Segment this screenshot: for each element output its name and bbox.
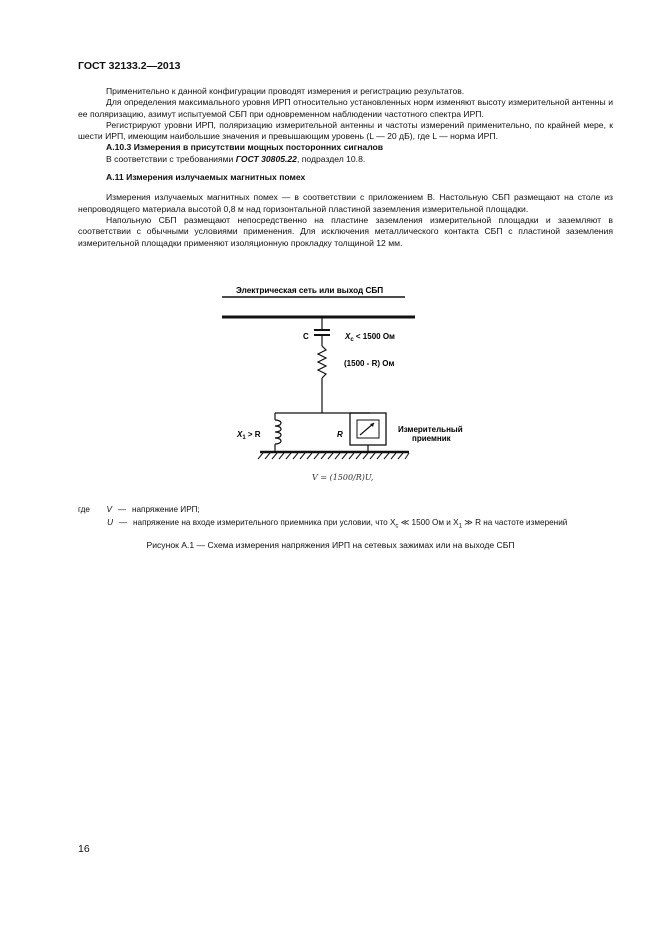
section-a1031-text-pre: В соответствии с требованиями <box>106 153 236 164</box>
receiver-input-r-label: R <box>337 430 343 439</box>
gost-reference: ГОСТ 30805.22 <box>235 153 297 164</box>
section-a1031-text <box>78 154 613 165</box>
receiver-label-1: Измерительный <box>398 425 463 434</box>
paragraph-1: Применительно к данной конфигурации проводят измерения и регистрацию результатов. <box>106 86 465 96</box>
paragraph-2: Для определения максимального уровня ИРП относительно установленных норм изменяют высоту измерительной антенны и ее поляризацию, азимут испытуемой СБП при одновременном наблюдении частотного спектра ИРП. <box>78 97 613 119</box>
legend-row-u: U — напряжение на входе измерительного приемника при условии, что $X_c$ ≪ 1500 Ом и $X_1$ ≫ R на частоте измерений <box>78 516 567 534</box>
body-text-top <box>78 86 613 249</box>
x1-inductor <box>275 420 281 444</box>
legend-v-text: напряжение ИРП; <box>131 505 200 514</box>
series-resistor <box>318 346 326 378</box>
legend-u-text-end: ≫ R на частоте измерений <box>461 518 568 527</box>
legend-v-symbol: V <box>106 505 112 514</box>
paragraph-4: Измерения излучаемых магнитных помех — в соответствии с приложением В. Настольную СБП размещают на столе из непроводящего материала высотой 0,8 м над горизонтальной пластиной заземления измерительной площадки. <box>78 192 613 214</box>
receiver-box <box>350 413 386 445</box>
formula: V = (1500/R)U, <box>312 473 374 482</box>
legend-u-xc-sub: c <box>395 523 399 530</box>
legend-where: где <box>78 505 90 514</box>
measurement-circuit-diagram <box>205 282 495 487</box>
receiver-label-2: приемник <box>412 434 451 443</box>
legend-u-text-mid: ≪ 1500 Ом и X <box>398 518 459 527</box>
legend-row-v: где V — напряжение ИРП; <box>78 505 200 514</box>
legend-u-text: напряжение на входе измерительного приемника при условии, что X <box>133 518 396 527</box>
page-number: 16 <box>78 843 90 855</box>
legend-u-symbol: U <box>107 518 113 527</box>
x1-condition: $X_1 > R$ <box>237 430 261 441</box>
series-resistor-label: (1500 - R) Ом <box>344 359 395 368</box>
capacitor-label: C <box>303 332 309 341</box>
paragraph-5: Напольную СБП размещают непосредственно на пластине заземления измерительной площадки и заземляют в соответствии с обычными условиями применения. Для исключения металлического контакта СБП с пластиной заземления измерительной площадки применяют изоляционную прокладку толщиной 12 мм. <box>78 214 613 248</box>
mains-label: Электрическая сеть или выход СБП <box>236 286 384 295</box>
legend <box>78 503 567 534</box>
section-a11-title: А.11 Измерения излучаемых магнитных помех <box>106 172 306 183</box>
figure-caption: Рисунок А.1 — Схема измерения напряжения ИРП на сетевых зажимах или на выходе СБП <box>146 540 515 550</box>
paragraph-3: Регистрируют уровни ИРП, поляризацию измерительной антенны и частоты измерений применительно, по крайней мере, к шести ИРП, имеющим наибольшие значения и превышающим уровень (L — 20 дБ), где L — норма ИРП. <box>78 119 613 142</box>
ground-hatch <box>258 453 409 459</box>
section-a1031-text-post: , подраздел 10.8. <box>296 153 366 164</box>
document-header: ГОСТ 32133.2—2013 <box>78 60 181 72</box>
section-a1031-title: А.10.3 Измерения в присутствии мощных посторонних сигналов <box>106 142 384 153</box>
xc-condition: $X_c < 1500$ Ом <box>345 332 395 343</box>
legend-u-x1-sub: 1 <box>458 523 462 530</box>
